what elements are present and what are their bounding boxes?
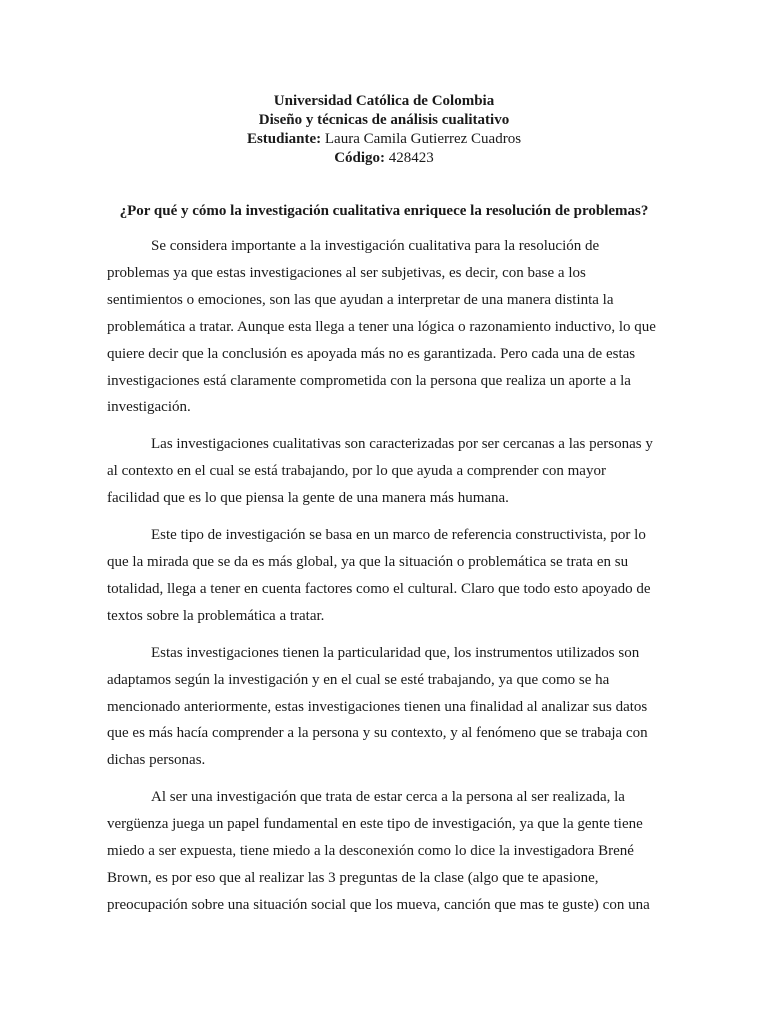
university-name: Universidad Católica de Colombia	[273, 93, 495, 109]
document-header	[0, 92, 768, 168]
paragraph-line: Estas investigaciones tienen la particularidad que, los instrumentos utilizados son	[151, 644, 640, 661]
paragraph-line: problemática a tratar. Aunque esta llega a tener una lógica o razonamiento inductivo, lo que	[107, 318, 656, 335]
course-name: Diseño y técnicas de análisis cualitativo	[258, 112, 510, 128]
code-line	[0, 149, 768, 168]
paragraph-line: problemas ya que estas investigaciones al ser subjetivas, es decir, con base a los	[107, 264, 586, 281]
paragraph-line: Este tipo de investigación se basa en un marco de referencia constructivista, por lo	[151, 527, 646, 544]
paragraph-line: quiere decir que la conclusión es apoyada más no es garantizada. Pero cada una de estas	[107, 345, 636, 362]
paragraph-line: adaptamos según la investigación y en el cual se esté trabajando, ya que como se ha	[107, 671, 610, 688]
paragraph-line: vergüenza juega un papel fundamental en este tipo de investigación, ya que la gente tiene	[107, 816, 643, 833]
paragraph-line: textos sobre la problemática a tratar.	[107, 607, 325, 624]
paragraph	[107, 640, 663, 775]
student-name: Laura Camila Gutierrez Cuadros	[324, 131, 522, 147]
code-label: Código:	[334, 150, 386, 166]
code-value: 428423	[388, 150, 434, 166]
paragraph-line: al contexto en el cual se está trabajando, por lo que ayuda a comprender con mayor	[107, 463, 606, 480]
paragraph	[107, 233, 663, 421]
paragraph-line: preocupación sobre una situación social que los mueva, canción que mas te guste) con una	[107, 896, 650, 913]
paragraph	[107, 784, 663, 919]
paragraph-line: Las investigaciones cualitativas son caracterizadas por ser cercanas a las personas y	[151, 436, 653, 453]
paragraph-line: Al ser una investigación que trata de estar cerca a la persona al ser realizada, la	[151, 789, 625, 806]
paragraph-line: investigaciones está claramente comprometida con la persona que realiza un aporte a la	[107, 372, 631, 389]
essay-body	[107, 233, 663, 929]
paragraph-line: Brown, es por eso que al realizar las 3 preguntas de la clase (algo que te apasione,	[107, 869, 599, 886]
paragraph-line: totalidad, llega a tener en cuenta factores como el cultural. Claro que todo esto apoyado de	[107, 580, 651, 597]
paragraph-line: investigación.	[107, 399, 191, 416]
essay-question-title: ¿Por qué y cómo la investigación cualitativa enriquece la resolución de problemas?	[119, 203, 649, 219]
student-label: Estudiante:	[246, 131, 322, 147]
paragraph-line: que la mirada que se da es más global, ya que la situación o problemática se trata en su	[107, 553, 629, 570]
paragraph-line: dichas personas.	[107, 752, 206, 769]
paragraph-line: facilidad que es lo que piensa la gente de una manera más humana.	[107, 490, 509, 507]
paragraph-line: Se considera importante a la investigación cualitativa para la resolución de	[151, 238, 600, 254]
paragraph-line: sentimientos o emociones, son las que ayudan a interpretar de una manera distinta la	[107, 291, 614, 308]
paragraph-line: que es más hacía comprender a la persona y su contexto, y al fenómeno que se trabaja con	[107, 725, 648, 742]
paragraph	[107, 431, 663, 512]
student-line	[0, 130, 768, 149]
paragraph	[107, 522, 663, 630]
paragraph-line: miedo a ser expuesta, tiene miedo a la desconexión como lo dice la investigadora Brené	[107, 843, 634, 860]
paragraph-line: mencionado anteriormente, estas investigaciones tienen una finalidad al analizar sus datos	[107, 698, 648, 715]
